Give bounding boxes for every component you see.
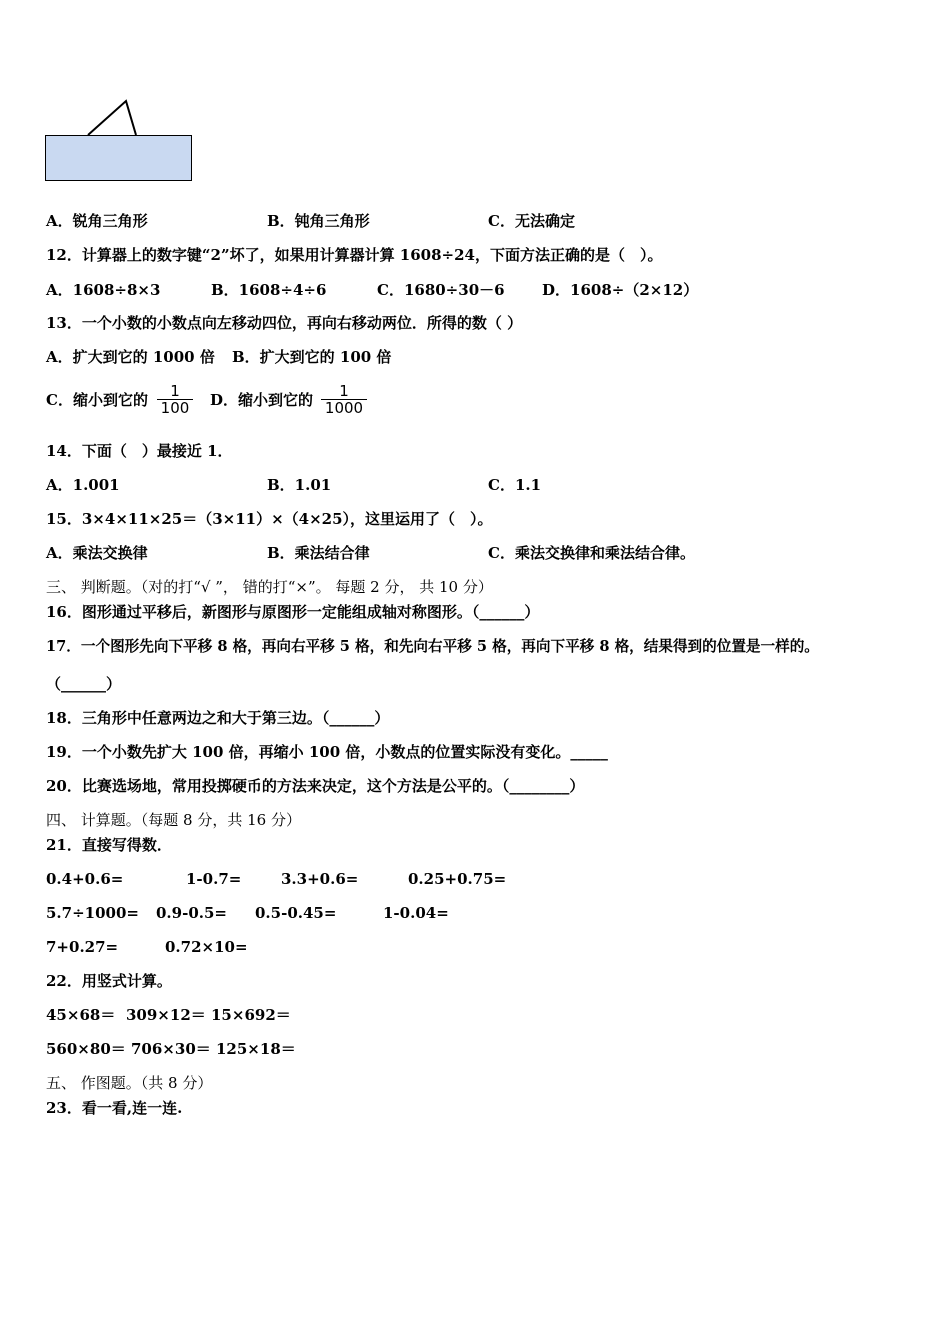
q15-option-a: A．乘法交换律 [46, 544, 148, 562]
section-4-heading: 四、 计算题。（每题 8 分，共 16 分） [46, 811, 301, 829]
q21-item: 5.7÷1000= [46, 904, 139, 922]
q12-stem: 12．计算器上的数字键“2”坏了，如果用计算器计算 1608÷24，下面方法正确的是（ ）。 [46, 246, 663, 264]
q21-item: 1-0.04= [383, 904, 449, 922]
q21-item: 0.5-0.45= [255, 904, 337, 922]
q21-item: 1-0.7= [186, 870, 242, 888]
q12-option-a: A．1608÷8×3 [46, 281, 161, 299]
q14-stem: 14．下面（ ）最接近 1． [46, 442, 233, 460]
q12-option-d: D．1608÷（2×12） [542, 281, 699, 299]
q17-line2: （______） [46, 675, 122, 693]
q14-option-a: A．1.001 [46, 476, 120, 494]
fraction-denominator: 1000 [324, 399, 364, 417]
q11-option-c: C．无法确定 [488, 212, 575, 230]
q21-item: 0.25+0.75= [408, 870, 507, 888]
q22-item: 560×80＝ [46, 1040, 126, 1058]
fraction-1-1000 [321, 383, 367, 417]
q22-item: 125×18＝ [216, 1040, 296, 1058]
q20: 20．比赛选场地，常用投掷硬币的方法来决定，这个方法是公平的。（________） [46, 777, 585, 795]
q21-item: 0.9-0.5= [156, 904, 227, 922]
q21-item: 7+0.27= [46, 938, 119, 956]
q21-item: 0.72×10= [165, 938, 248, 956]
covering-rectangle [46, 136, 192, 181]
q14-option-b: B．1.01 [267, 476, 332, 494]
q18: 18．三角形中任意两边之和大于第三边。（______） [46, 709, 390, 727]
q15-stem: 15．3×4×11×25＝（3×11）×（4×25），这里运用了（ ）。 [46, 510, 493, 528]
q15-option-c: C．乘法交换律和乘法结合律。 [488, 544, 695, 562]
q13-option-b: B．扩大到它的 100 倍 [232, 348, 392, 366]
q22-item: 706×30＝ [131, 1040, 211, 1058]
q15-option-b: B．乘法结合律 [267, 544, 370, 562]
q13-option-d: D．缩小到它的 [210, 391, 314, 409]
q11-option-b: B．钝角三角形 [267, 212, 370, 230]
q12-option-b: B．1608÷4÷6 [211, 281, 327, 299]
q22-stem: 22．用竖式计算。 [46, 972, 172, 990]
q21-item: 3.3+0.6= [281, 870, 359, 888]
q21-item: 0.4+0.6= [46, 870, 124, 888]
q16: 16．图形通过平移后，新图形与原图形一定能组成轴对称图形。（______） [46, 603, 540, 621]
fraction-numerator: 1 [339, 382, 349, 400]
section-5-heading: 五、 作图题。（共 8 分） [46, 1074, 213, 1092]
q13-option-c: C．缩小到它的 [46, 391, 148, 409]
q19: 19．一个小数先扩大 100 倍，再缩小 100 倍，小数点的位置实际没有变化。_____ [46, 743, 608, 761]
fraction-numerator: 1 [170, 382, 180, 400]
q17-line1: 17．一个图形先向下平移 8 格，再向右平移 5 格，和先向右平移 5 格，再向下平移 8 格，结果得到的位置是一样的。 [46, 638, 819, 655]
q22-item: 309×12＝ [126, 1006, 206, 1024]
triangle-figure [40, 95, 200, 185]
q21-stem: 21．直接写得数． [46, 836, 172, 854]
fraction-1-100 [157, 383, 193, 417]
q13-option-a: A．扩大到它的 1000 倍 [46, 348, 215, 366]
q12-option-c: C．1680÷30－6 [377, 281, 505, 299]
section-3-heading: 三、 判断题。（对的打“√ ”， 错的打“×”。 每题 2 分， 共 10 分） [46, 578, 493, 596]
q14-option-c: C．1.1 [488, 476, 542, 494]
q22-item: 15×692＝ [211, 1006, 291, 1024]
q23: 23．看一看,连一连. [46, 1099, 183, 1117]
q11-option-a: A．锐角三角形 [46, 212, 148, 230]
fraction-denominator: 100 [160, 399, 190, 417]
q22-item: 45×68＝ [46, 1006, 116, 1024]
triangle-outline [88, 101, 136, 135]
q13-stem: 13．一个小数的小数点向左移动四位，再向右移动两位．所得的数（ ） [46, 314, 523, 332]
